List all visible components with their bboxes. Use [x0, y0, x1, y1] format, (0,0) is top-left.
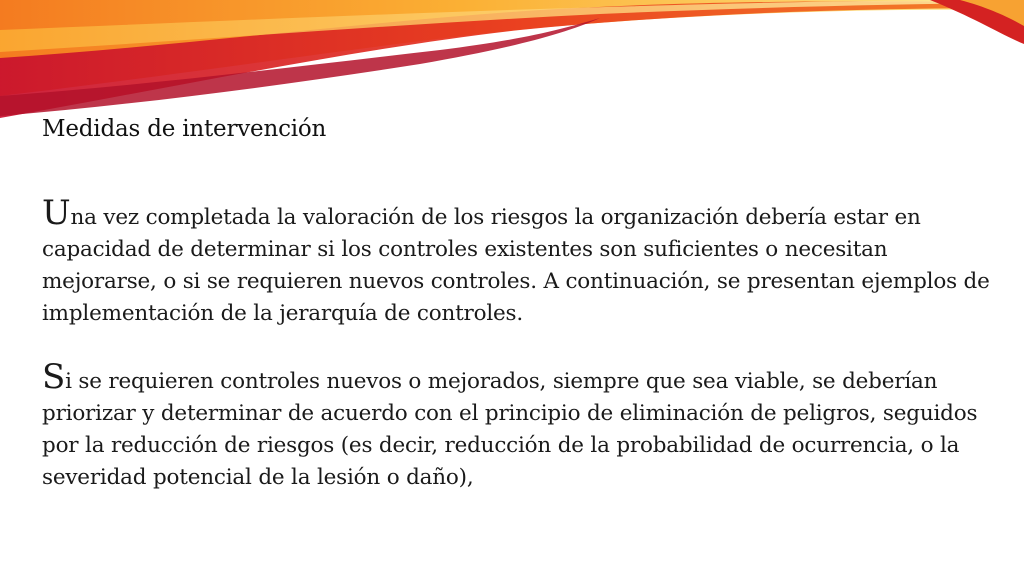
paragraph-controles: Si se requieren controles nuevos o mejorados, siempre que sea viable, se deberían priorizar y determinar de acuerdo con el principio de eliminación de peligros, seguidos por la reducción de riesgos (es decir, reducción de la probabilidad de ocurrencia, o la severidad potencial de la lesión o daño), [42, 357, 978, 490]
decorative-flame-banner [0, 0, 1024, 130]
slide-title: Medidas de intervención [42, 116, 327, 142]
paragraph-valoracion: Una vez completada la valoración de los riesgos la organización debería estar en capacidad de determinar si los controles existentes son suficientes o necesitan mejorarse, o si se requieren nuevos controles. A continuación, se presentan ejemplos de implementación de la jerarquía de controles. [42, 193, 990, 326]
